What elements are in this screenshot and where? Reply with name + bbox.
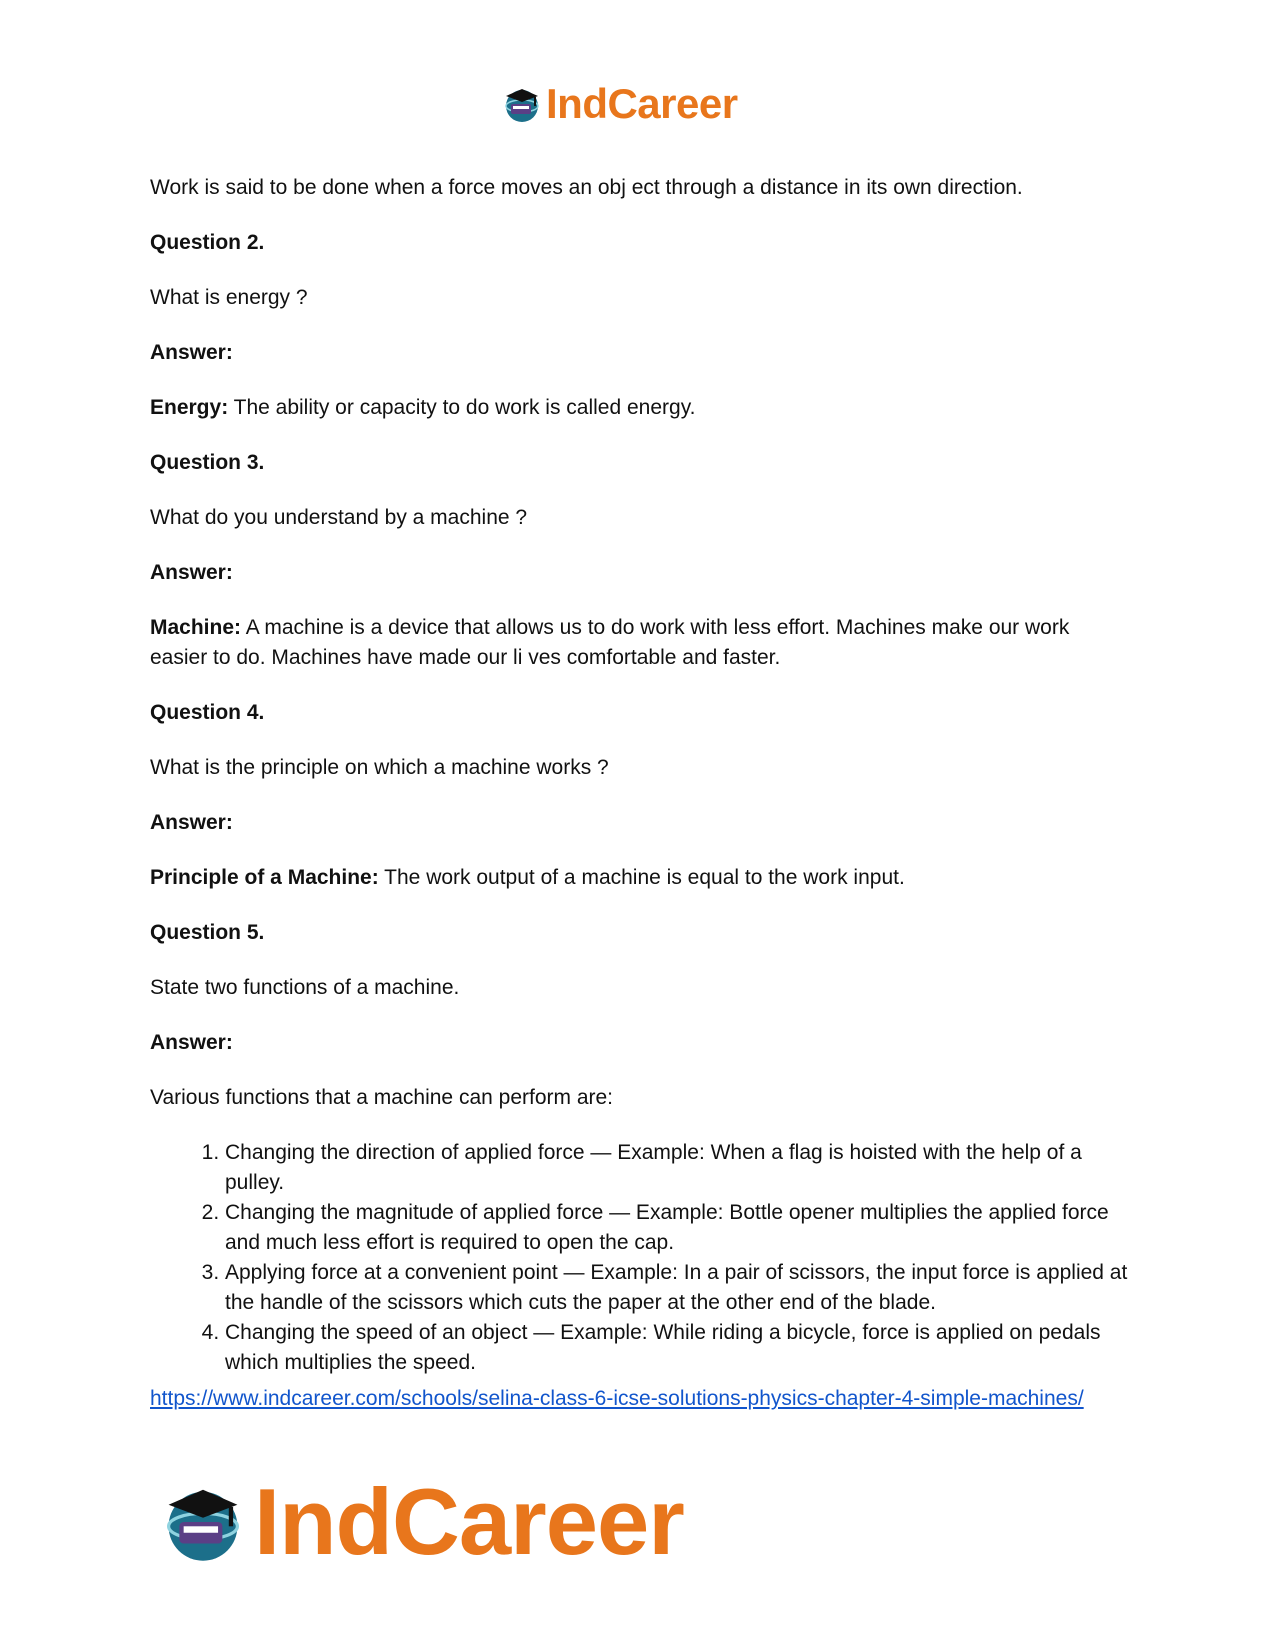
q3-term: Machine:: [150, 616, 242, 639]
source-link[interactable]: https://www.indcareer.com/schools/selina-class-6-icse-solutions-physics-chapter-4-simple-machines/: [150, 1387, 1084, 1410]
q3-answer: [150, 613, 1130, 673]
q2-question: What is energy ?: [150, 286, 308, 309]
list-item: 1. Changing the direction of applied force — Example: When a flag is hoisted with the help of a pulley.: [225, 1138, 1130, 1198]
q3-answer-label: Answer:: [150, 561, 233, 584]
list-item: 4. Changing the speed of an object — Example: While riding a bicycle, force is applied on pedals which multiplies the speed.: [225, 1318, 1130, 1378]
q5-lead: Various functions that a machine can perform are:: [150, 1086, 614, 1109]
brand-name: IndCareer: [254, 1469, 684, 1574]
q4-answer: [150, 863, 1130, 893]
functions-list: [150, 1138, 1130, 1378]
q2-answer: [150, 393, 1130, 423]
footer-logo: [160, 1468, 684, 1576]
intro-text: Work is said to be done when a force moves an obj ect through a distance in its own direction.: [150, 176, 1023, 199]
list-item: 3. Applying force at a convenient point — Example: In a pair of scissors, the input force is applied at the handle of the scissors which cuts the paper at the other end of the blade.: [225, 1258, 1130, 1318]
q5-answer-label: Answer:: [150, 1031, 233, 1054]
q3-heading: Question 3.: [150, 451, 265, 474]
q5-question: State two functions of a machine.: [150, 976, 460, 999]
header-logo: [502, 80, 738, 128]
globe-cap-icon: [502, 84, 542, 124]
q2-answer-text: The ability or capacity to do work is called energy.: [228, 396, 696, 419]
q5-heading: Question 5.: [150, 921, 265, 944]
q4-question: What is the principle on which a machine works ?: [150, 756, 609, 779]
q4-answer-text: The work output of a machine is equal to the work input.: [378, 866, 905, 889]
globe-cap-icon: [160, 1479, 246, 1565]
q3-question: What do you understand by a machine ?: [150, 506, 528, 529]
document-body: [150, 173, 1130, 1414]
q4-term: Principle of a Machine:: [150, 866, 379, 889]
q2-term: Energy:: [150, 396, 229, 419]
q4-heading: Question 4.: [150, 701, 265, 724]
q4-answer-label: Answer:: [150, 811, 233, 834]
q2-answer-label: Answer:: [150, 341, 233, 364]
list-item: 2. Changing the magnitude of applied force — Example: Bottle opener multiplies the applied force and much less effort is required to open the cap.: [225, 1198, 1130, 1258]
brand-name: IndCareer: [546, 80, 738, 127]
q3-answer-text: A machine is a device that allows us to do work with less effort. Machines make our work easier to do. Machines have made our li ves comfortable and faster.: [150, 616, 1070, 669]
q2-heading: Question 2.: [150, 231, 265, 254]
